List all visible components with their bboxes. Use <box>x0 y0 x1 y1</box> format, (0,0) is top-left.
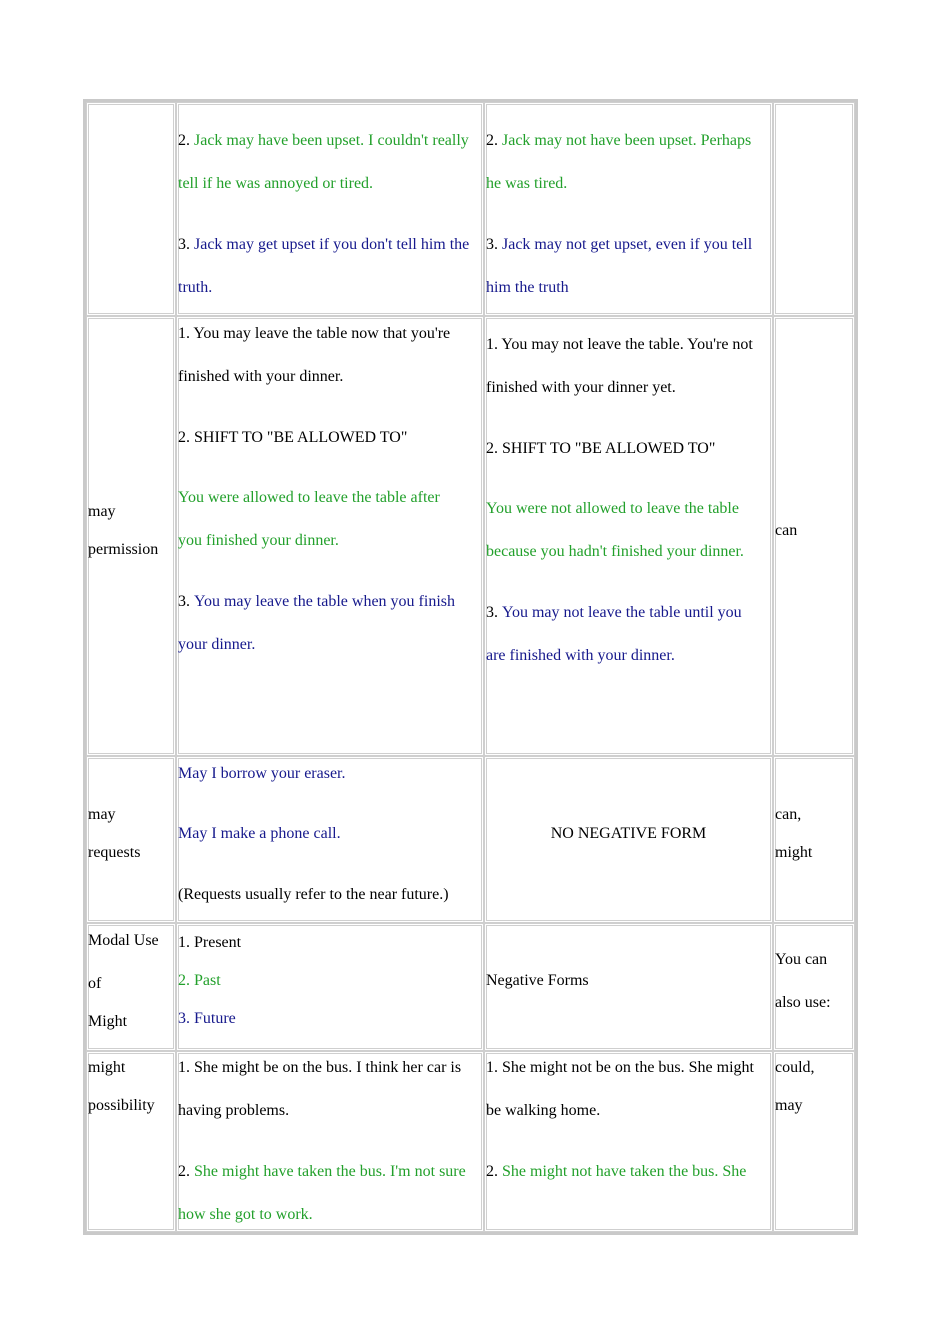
row2-ex-2-line2: you finished your dinner. <box>178 532 339 549</box>
row4-future: 3. Future <box>178 1010 236 1027</box>
row2-alternative: can <box>775 522 798 539</box>
row5-neg-2-line1: She might not have taken the bus. She <box>502 1163 747 1180</box>
row4-alt-2: also use: <box>775 994 831 1011</box>
row4-label-2: of <box>88 975 102 992</box>
row2-neg-3-num: 3. <box>486 604 498 621</box>
row3-negative: NO NEGATIVE FORM <box>550 825 707 842</box>
row2-ex-2-heading: 2. SHIFT TO "BE ALLOWED TO" <box>178 429 408 446</box>
row2-neg-3-line2: are finished with your dinner. <box>486 647 675 664</box>
row2-neg-1-line1: 1. You may not leave the table. You're not <box>486 336 753 353</box>
row2-ex-3-line2: your dinner. <box>178 636 256 653</box>
row5-ex-1-line1: 1. She might be on the bus. I think her car is <box>178 1059 462 1076</box>
row5-ex-2-line2: how she got to work. <box>178 1206 313 1223</box>
row4-negative: Negative Forms <box>486 972 589 989</box>
row2-ex-3-line1: You may leave the table when you finish <box>194 593 455 610</box>
row2-ex-2-line1: You were allowed to leave the table after <box>178 489 440 506</box>
row3-alt-2: might <box>775 844 813 861</box>
row1-label-cell <box>86 102 176 316</box>
row1-neg-3-line1: Jack may not get upset, even if you tell <box>502 236 753 253</box>
row3-alternative-cell <box>773 756 855 923</box>
row1-ex-2-line1: Jack may have been upset. I couldn't really <box>194 132 469 149</box>
row5-ex-1-line2: having problems. <box>178 1102 290 1119</box>
row3-ex-note: (Requests usually refer to the near future.) <box>178 886 449 903</box>
row2-neg-3-line1: You may not leave the table until you <box>502 604 742 621</box>
row5-alt-2: may <box>775 1097 803 1114</box>
row5-modal: might <box>88 1059 126 1076</box>
row2-neg-2-line2: because you hadn't finished your dinner. <box>486 543 744 560</box>
row1-neg-2-num: 2. <box>486 132 498 149</box>
row3-ex-line1: May I borrow your eraser. <box>178 765 346 782</box>
row5-use: possibility <box>88 1097 155 1114</box>
row5-neg-1-line1: 1. She might not be on the bus. She might <box>486 1059 754 1076</box>
row1-ex-3-line1: Jack may get upset if you don't tell him the <box>194 236 470 253</box>
row1-ex-3-num: 3. <box>178 236 190 253</box>
row5-negative-cell <box>484 1051 773 1232</box>
row2-ex-1-line2: finished with your dinner. <box>178 368 344 385</box>
row4-label-1: Modal Use <box>88 932 159 949</box>
row2-label-cell <box>86 316 176 756</box>
row1-neg-2-line2: he was tired. <box>486 175 568 192</box>
row2-neg-2-heading: 2. SHIFT TO "BE ALLOWED TO" <box>486 440 716 457</box>
row1-neg-3-line2: him the truth <box>486 279 569 296</box>
row5-neg-2-num: 2. <box>486 1163 498 1180</box>
row5-label-cell <box>86 1051 176 1232</box>
row1-ex-2-line2: tell if he was annoyed or tired. <box>178 175 374 192</box>
row2-ex-3-num: 3. <box>178 593 190 610</box>
row1-ex-3-line2: truth. <box>178 279 213 296</box>
row2-use: permission <box>88 541 159 558</box>
row5-ex-2-num: 2. <box>178 1163 190 1180</box>
row2-neg-1-line2: finished with your dinner yet. <box>486 379 676 396</box>
row4-present: 1. Present <box>178 934 242 951</box>
row5-ex-2-line1: She might have taken the bus. I'm not sure <box>194 1163 466 1180</box>
row3-modal: may <box>88 806 116 823</box>
row5-alternative-cell <box>773 1051 855 1232</box>
row2-neg-2-line1: You were not allowed to leave the table <box>486 500 739 517</box>
row1-neg-3-num: 3. <box>486 236 498 253</box>
row5-alt-1: could, <box>775 1059 815 1076</box>
row4-alternative-cell <box>773 923 855 1051</box>
row1-alternative-cell <box>773 102 855 316</box>
row3-label-cell <box>86 756 176 923</box>
row3-use: requests <box>88 844 141 861</box>
row5-neg-1-line2: be walking home. <box>486 1102 601 1119</box>
row2-modal: may <box>88 503 116 520</box>
row2-ex-1-line1: 1. You may leave the table now that you're <box>178 325 451 342</box>
row4-label-3: Might <box>88 1013 128 1030</box>
row3-alt-1: can, <box>775 806 802 823</box>
row3-ex-line2: May I make a phone call. <box>178 825 341 842</box>
row1-neg-2-line1: Jack may not have been upset. Perhaps <box>502 132 752 149</box>
row4-alt-1: You can <box>775 951 828 968</box>
row1-ex-2-num: 2. <box>178 132 190 149</box>
row4-past: 2. Past <box>178 972 221 989</box>
